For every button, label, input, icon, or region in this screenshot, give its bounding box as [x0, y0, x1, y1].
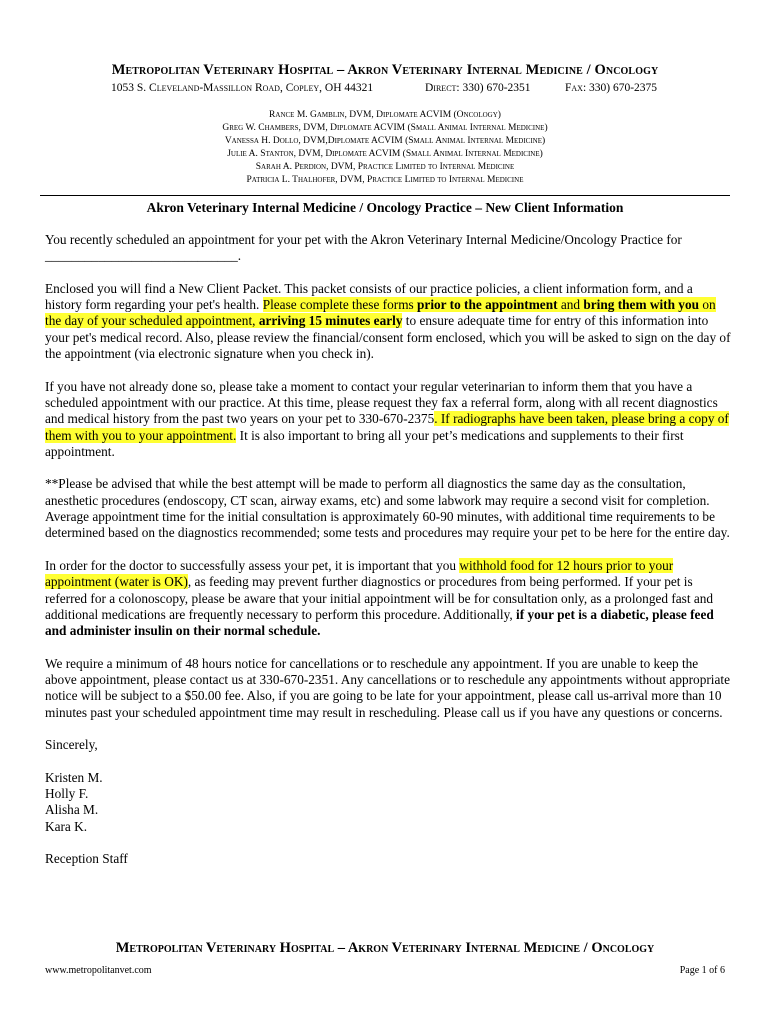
packet-text: Enclosed you will find a New Client Packet. This packet consists of our practice policies, a client information form, and a history form regarding your pet's health. — [45, 280, 693, 313]
fasting-text-rest: , as feeding may prevent further diagnostics or procedures from being performed. If your pet is referred for a colonoscopy, please be aware that your initial appointment will be for consultation only, as a prolonged fast and additional medications are frequently necessary to perform this procedure. Additionally, — [45, 574, 714, 622]
footer-title: Metropolitan Veterinary Hospital – Akron Veterinary Internal Medicine / Oncology — [115, 940, 655, 956]
highlight-radiographs: . If radiographs have been taken, please bring a copy of them with you to your appointment. — [45, 411, 729, 443]
referral-text-rest: It is also important to bring all your pet’s medications and supplements to their first appointment. — [45, 427, 684, 459]
hl-bold-bring: bring them with you — [583, 297, 699, 313]
hospital-title: Metropolitan Veterinary Hospital – Akron Veterinary Internal Medicine / Oncology — [111, 62, 659, 78]
doctor-entry: Sarah A. Perdion, DVM, Practice Limited to Internal Medicine — [255, 162, 515, 172]
direct-phone: Direct: 330) 670-2351 — [425, 82, 531, 94]
signature-block — [45, 770, 733, 835]
letter-body — [45, 232, 733, 868]
page-number: Page 1 of 6 — [679, 965, 725, 976]
doctor-entry: Greg W. Chambers, DVM, Diplomate ACVIM (Small Animal Internal Medicine) — [222, 123, 548, 133]
paragraph-fasting — [45, 558, 733, 639]
paragraph-diagnostics: **Please be advised that while the best attempt will be made to perform all diagnostics the same day as the consultation, anesthetic procedures (endoscopy, CT scan, airway exams, etc) and some labwork may require a second visit for completion. Average appointment time for the initial consultation is approximately 60-90 minutes, with additional time requirements to be determined based on the diagnostics recommended; some tests and procedures may require your pet to be here for the entire day. — [45, 476, 730, 541]
hl-text: Please complete these forms — [262, 297, 418, 313]
fax-number: Fax: 330) 670-2375 — [565, 82, 658, 94]
paragraph-new-client-packet — [45, 281, 733, 362]
doctor-entry: Rance M. Gamblin, DVM, Diplomate ACVIM (Oncology) — [269, 110, 501, 120]
paragraph-appointment — [45, 232, 733, 265]
hl-text: and — [557, 297, 584, 313]
paragraph-cancellation: We require a minimum of 48 hours notice for cancellations or to reschedule any appointment. If you are unable to keep the above appointment, please contact us at 330-670-2351. Any cancellations or to reschedule any appointments without appropriate notice will be subject to a $50.00 fee. Also, if you are going to be late for your appointment, please call us-arrival more than 10 minutes past your scheduled appointment time may result in rescheduling. Please call us if you have any questions or concerns. — [45, 655, 730, 720]
referral-text: If you have not already done so, please take a moment to contact your regular veterinarian to inform them that you have a scheduled appointment with our practice. At this time, please request they fax a referral form, along with all recent diagnostics and medical history from the past two years on your pet to 330-670-2375 — [45, 378, 718, 427]
address: 1053 S. Cleveland-Massillon Road, Copley, OH 44321 — [111, 82, 374, 94]
signature-name: Holly F. — [45, 786, 89, 802]
highlight-withhold-food: withhold food for 12 hours prior to your appointment (water is OK) — [45, 557, 674, 590]
reception-staff: Reception Staff — [45, 851, 128, 867]
signature-name: Kara K. — [45, 818, 88, 834]
doctor-list — [0, 109, 770, 187]
pet-name-blank: _____________________________. — [45, 248, 242, 264]
hl-text: on the day of your scheduled appointment, — [45, 297, 716, 329]
paragraph-referral — [45, 379, 733, 460]
packet-text-rest: to ensure adequate time for entry of this information into your pet's medical record. Also, please review the financial/consent form enclosed, which you will be asked to sign on the day of the appointment (via electronic signature when you check in). — [45, 313, 731, 362]
fasting-text: In order for the doctor to successfully assess your pet, it is important that you — [45, 557, 460, 573]
footer-website: www.metropolitanvet.com — [45, 965, 152, 976]
closing: Sincerely, — [45, 737, 98, 753]
header-divider — [40, 195, 730, 196]
signature-name: Alisha M. — [45, 802, 99, 818]
doctor-entry: Patricia L. Thalhofer, DVM, Practice Limited to Internal Medicine — [246, 175, 524, 185]
signature-name: Kristen M. — [45, 769, 103, 785]
hl-bold-prior: prior to the appointment — [417, 297, 558, 313]
doctor-entry: Julie A. Stanton, DVM, Diplomate ACVIM (Small Animal Internal Medicine) — [227, 149, 543, 159]
appointment-text: You recently scheduled an appointment for your pet with the Akron Veterinary Internal Medicine/Oncology Practice for — [45, 232, 682, 247]
diabetic-instruction: if your pet is a diabetic, please feed and administer insulin on their normal schedule. — [45, 606, 714, 639]
hl-bold-arriving: arriving 15 minutes early — [258, 313, 403, 329]
doctor-entry: Vanessa H. Dollo, DVM,Diplomate ACVIM (Small Animal Internal Medicine) — [224, 136, 546, 146]
document-title: Akron Veterinary Internal Medicine / Oncology Practice – New Client Information — [146, 200, 624, 215]
